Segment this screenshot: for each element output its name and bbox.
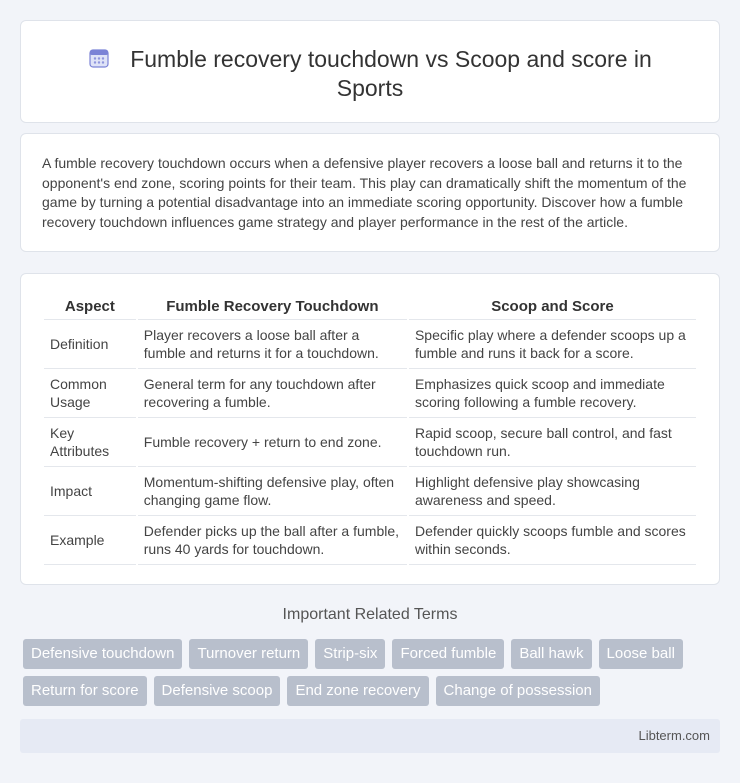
header-fumble-recovery-touchdown: Fumble Recovery Touchdown — [138, 294, 407, 320]
calendar-icon — [88, 47, 110, 69]
comparison-table — [42, 294, 698, 565]
row-fumble-cell: General term for any touchdown after recovering a fumble. — [138, 369, 407, 418]
tag-loose-ball[interactable]: Loose ball — [599, 639, 683, 669]
row-scoop-cell: Specific play where a defender scoops up a fumble and runs it back for a score. — [409, 320, 696, 369]
comparison-table-card — [20, 273, 720, 585]
table-row — [44, 418, 696, 467]
table-row — [44, 320, 696, 369]
tag-ball-hawk[interactable]: Ball hawk — [511, 639, 591, 669]
row-fumble-cell: Fumble recovery + return to end zone. — [138, 418, 407, 467]
row-aspect: Key Attributes — [44, 418, 136, 467]
tag-return-for-score[interactable]: Return for score — [23, 676, 147, 706]
row-fumble-cell: Player recovers a loose ball after a fumble and returns it for a touchdown. — [138, 320, 407, 369]
tag-row-1 — [23, 639, 723, 669]
row-aspect: Impact — [44, 467, 136, 516]
footer-link[interactable]: Libterm.com — [638, 728, 710, 743]
tag-turnover-return[interactable]: Turnover return — [189, 639, 308, 669]
page-title-wrap — [21, 45, 719, 103]
intro-paragraph: A fumble recovery touchdown occurs when a defensive player recovers a loose ball and returns it to the opponent's end zone, scoring points for their team. This play can dramatically shift the momentum of the game by turning a potential disadvantage into an immediate scoring opportunity. Discover how a fumble recovery touchdown influences game strategy and player performance in the rest of the article. — [42, 155, 687, 230]
row-scoop-cell: Defender quickly scoops fumble and scores within seconds. — [409, 516, 696, 565]
row-fumble-cell: Momentum-shifting defensive play, often changing game flow. — [138, 467, 407, 516]
table-row — [44, 516, 696, 565]
footer — [20, 719, 720, 753]
tag-defensive-scoop[interactable]: Defensive scoop — [154, 676, 281, 706]
header-scoop-and-score: Scoop and Score — [409, 294, 696, 320]
table-row — [44, 467, 696, 516]
tag-defensive-touchdown[interactable]: Defensive touchdown — [23, 639, 182, 669]
tag-change-of-possession[interactable]: Change of possession — [436, 676, 600, 706]
intro-card — [20, 133, 720, 252]
header-aspect: Aspect — [44, 294, 136, 320]
row-scoop-cell: Rapid scoop, secure ball control, and fast touchdown run. — [409, 418, 696, 467]
table-row — [44, 369, 696, 418]
related-terms-tags — [23, 639, 723, 713]
title-card — [20, 20, 720, 123]
row-aspect: Common Usage — [44, 369, 136, 418]
tag-row-2 — [23, 676, 723, 706]
row-aspect: Definition — [44, 320, 136, 369]
row-fumble-cell: Defender picks up the ball after a fumble, runs 40 yards for touchdown. — [138, 516, 407, 565]
tag-end-zone-recovery[interactable]: End zone recovery — [287, 676, 428, 706]
row-aspect: Example — [44, 516, 136, 565]
related-terms-title: Important Related Terms — [282, 606, 458, 623]
row-scoop-cell: Emphasizes quick scoop and immediate scoring following a fumble recovery. — [409, 369, 696, 418]
page-title: Fumble recovery touchdown vs Scoop and score in Sports — [130, 46, 652, 101]
tag-strip-six[interactable]: Strip-six — [315, 639, 385, 669]
row-scoop-cell: Highlight defensive play showcasing awareness and speed. — [409, 467, 696, 516]
tag-forced-fumble[interactable]: Forced fumble — [392, 639, 504, 669]
table-header-row — [44, 294, 696, 320]
